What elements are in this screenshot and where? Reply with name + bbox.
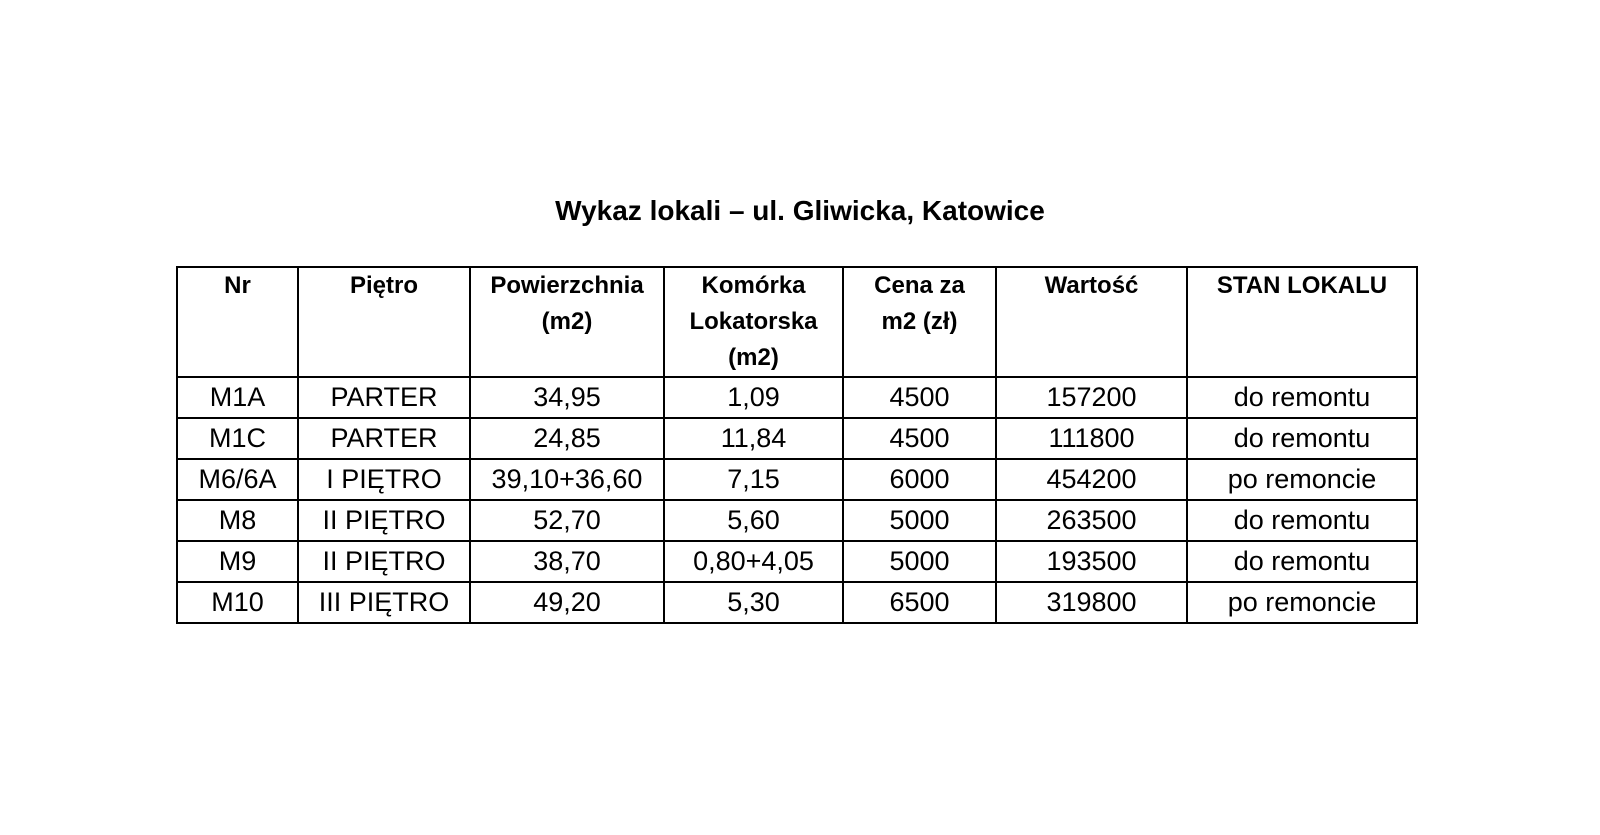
cell-stan: do remontu xyxy=(1187,377,1417,418)
cell-pietro: III PIĘTRO xyxy=(298,582,470,623)
cell-komorka: 1,09 xyxy=(664,377,843,418)
cell-wartosc: 111800 xyxy=(996,418,1187,459)
cell-pietro: PARTER xyxy=(298,377,470,418)
cell-wartosc: 263500 xyxy=(996,500,1187,541)
cell-stan: do remontu xyxy=(1187,418,1417,459)
cell-komorka: 5,60 xyxy=(664,500,843,541)
cell-pietro: PARTER xyxy=(298,418,470,459)
table-row xyxy=(177,500,1417,541)
table-row xyxy=(177,459,1417,500)
cell-pietro: II PIĘTRO xyxy=(298,500,470,541)
cell-nr: M1A xyxy=(177,377,298,418)
units-table xyxy=(176,266,1418,624)
cell-stan: po remoncie xyxy=(1187,582,1417,623)
cell-pietro: II PIĘTRO xyxy=(298,541,470,582)
table-row xyxy=(177,418,1417,459)
cell-nr: M10 xyxy=(177,582,298,623)
cell-nr: M8 xyxy=(177,500,298,541)
header-komorka-lokatorska: Komórka Lokatorska (m2) xyxy=(664,267,843,377)
cell-stan: do remontu xyxy=(1187,500,1417,541)
cell-komorka: 0,80+4,05 xyxy=(664,541,843,582)
cell-powierzchnia: 34,95 xyxy=(470,377,664,418)
table-row xyxy=(177,377,1417,418)
cell-powierzchnia: 49,20 xyxy=(470,582,664,623)
header-row xyxy=(177,267,1417,377)
cell-nr: M1C xyxy=(177,418,298,459)
cell-komorka: 5,30 xyxy=(664,582,843,623)
header-cena-za-m2: Cena za m2 (zł) xyxy=(843,267,996,377)
cell-wartosc: 319800 xyxy=(996,582,1187,623)
header-stan-lokalu: STAN LOKALU xyxy=(1187,267,1417,377)
header-pietro: Piętro xyxy=(298,267,470,377)
cell-wartosc: 193500 xyxy=(996,541,1187,582)
cell-nr: M9 xyxy=(177,541,298,582)
cell-powierzchnia: 24,85 xyxy=(470,418,664,459)
cell-komorka: 11,84 xyxy=(664,418,843,459)
cell-nr: M6/6A xyxy=(177,459,298,500)
cell-stan: do remontu xyxy=(1187,541,1417,582)
cell-pietro: I PIĘTRO xyxy=(298,459,470,500)
cell-cena: 4500 xyxy=(843,418,996,459)
cell-cena: 6000 xyxy=(843,459,996,500)
header-wartosc: Wartość xyxy=(996,267,1187,377)
cell-cena: 5000 xyxy=(843,500,996,541)
cell-cena: 5000 xyxy=(843,541,996,582)
document-title: Wykaz lokali – ul. Gliwicka, Katowice xyxy=(555,195,1045,226)
cell-powierzchnia: 39,10+36,60 xyxy=(470,459,664,500)
table-row xyxy=(177,582,1417,623)
cell-stan: po remoncie xyxy=(1187,459,1417,500)
cell-cena: 4500 xyxy=(843,377,996,418)
cell-cena: 6500 xyxy=(843,582,996,623)
cell-komorka: 7,15 xyxy=(664,459,843,500)
header-powierzchnia: Powierzchnia (m2) xyxy=(470,267,664,377)
header-nr: Nr xyxy=(177,267,298,377)
cell-wartosc: 454200 xyxy=(996,459,1187,500)
cell-wartosc: 157200 xyxy=(996,377,1187,418)
cell-powierzchnia: 52,70 xyxy=(470,500,664,541)
table-row xyxy=(177,541,1417,582)
cell-powierzchnia: 38,70 xyxy=(470,541,664,582)
